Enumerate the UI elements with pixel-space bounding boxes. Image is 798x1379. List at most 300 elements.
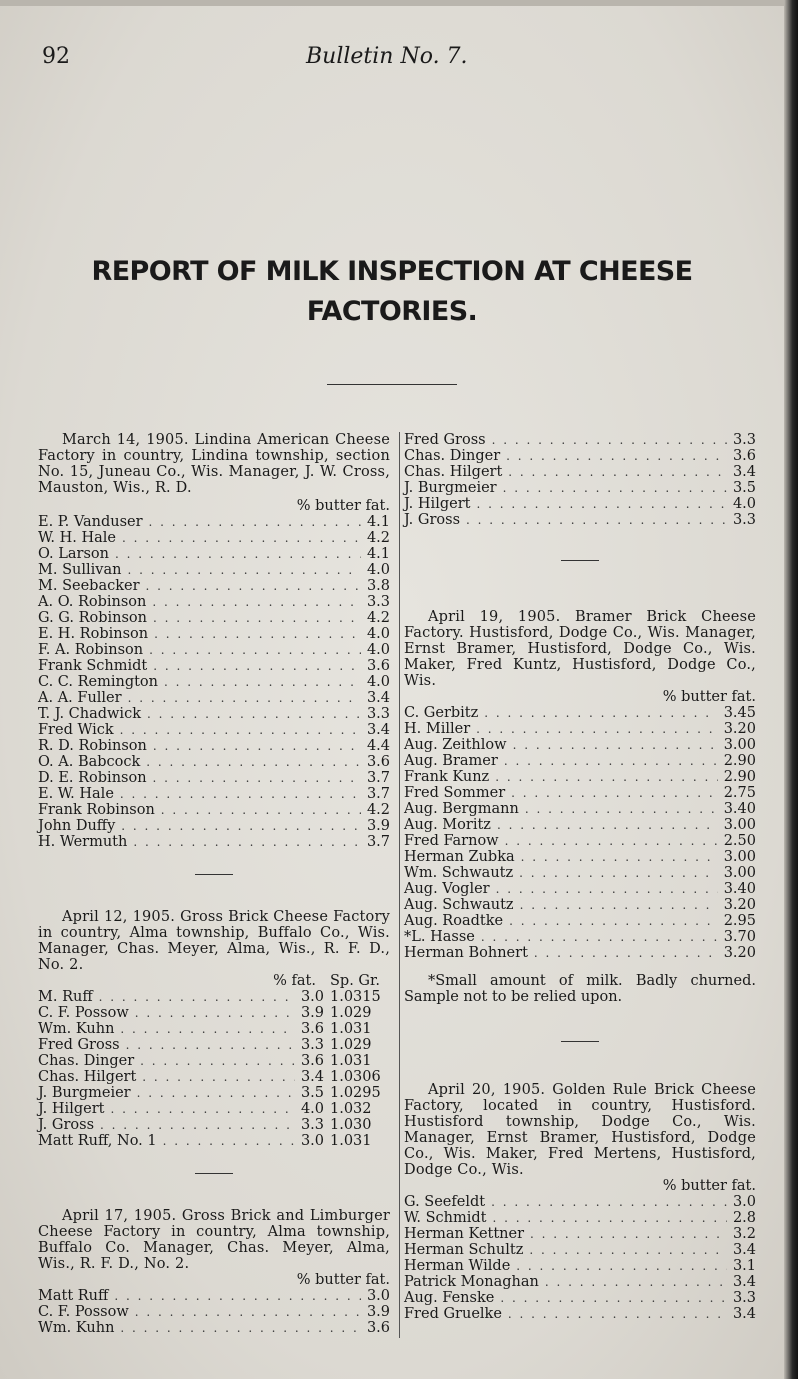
column-rule [399, 432, 400, 1338]
specific-gravity-value: 1.032 [330, 1101, 372, 1117]
leader-dots [529, 1242, 727, 1258]
patron-name: Aug. Vogler [404, 881, 490, 897]
patron-name: Wm. Kuhn [38, 1320, 115, 1336]
table-row [404, 945, 756, 961]
leader-dots [492, 432, 727, 448]
table-row [38, 802, 390, 818]
specific-gravity-value: 1.0306 [330, 1069, 381, 1085]
butter-fat-value: 4.0 [366, 562, 390, 578]
leader-dots [513, 737, 718, 753]
gross17-intro: April 17, 1905. Gross Brick and Limburger Cheese Factory in country, Alma township, Buffalo Co. Manager, Chas. Meyer, Alma, Wis., R. F. D., No. 2. [38, 1208, 390, 1272]
patron-name: Aug. Zeithlow [404, 737, 507, 753]
butter-fat-value: 3.0 [732, 1194, 756, 1210]
butter-fat-value: 3.4 [366, 690, 390, 706]
leader-dots [121, 818, 361, 834]
table-row [38, 786, 390, 802]
butter-fat-value: 4.0 [366, 642, 390, 658]
table-row [38, 706, 390, 722]
gross17-col-header [38, 1272, 390, 1288]
patron-name: Frank Kunz [404, 769, 490, 785]
leader-dots [519, 865, 718, 881]
golden-rule-table [404, 1194, 756, 1322]
leader-dots [153, 658, 361, 674]
gross12-intro: April 12, 1905. Gross Brick Cheese Factory in country, Alma township, Buffalo Co., Wis. Manager, Chas. Meyer, Alma, Wis., R. F. D., No. 2. [38, 909, 390, 973]
table-row [38, 754, 390, 770]
specific-gravity-value: 1.029 [330, 1005, 372, 1021]
leader-dots [163, 1133, 295, 1149]
butter-fat-value: 4.0 [732, 496, 756, 512]
patron-name: Aug. Bramer [404, 753, 498, 769]
butter-fat-value: 4.2 [366, 610, 390, 626]
bramer-intro: April 19, 1905. Bramer Brick Cheese Factory. Hustisford, Dodge Co., Wis. Manager, Ernst Bramer, Hustisford, Dodge Co., Wis. Maker, Fred Kuntz, Hustisford, Dodge Co., Wis. [404, 609, 756, 689]
patron-name: W. H. Hale [38, 530, 116, 546]
table-row [404, 737, 756, 753]
table-row [404, 512, 756, 528]
bramer-table [404, 705, 756, 961]
leader-dots [511, 785, 718, 801]
table-row [38, 530, 390, 546]
leader-dots [146, 754, 361, 770]
leader-dots [503, 480, 727, 496]
table-row [38, 690, 390, 706]
leader-dots [149, 642, 361, 658]
leader-dots [481, 929, 718, 945]
table-row [38, 626, 390, 642]
leader-dots [504, 753, 718, 769]
leader-dots [149, 514, 361, 530]
table-row [38, 1320, 390, 1336]
specific-gravity-value: 1.031 [330, 1021, 372, 1037]
lindina-intro: March 14, 1905. Lindina American Cheese Factory in country, Lindina township, section No. 15, Juneau Co., Wis. Manager, J. W. Cross, Mauston, Wis., R. D. [38, 432, 390, 496]
table-row [38, 1005, 390, 1021]
title-rule [327, 384, 457, 385]
patron-name: C. C. Remington [38, 674, 158, 690]
section-divider [195, 874, 233, 875]
table-row [404, 480, 756, 496]
leader-dots [153, 610, 361, 626]
patron-name: Aug. Roadtke [404, 913, 504, 929]
butter-fat-value: 3.00 [723, 817, 756, 833]
leader-dots [466, 512, 727, 528]
gross17-continued-table [404, 432, 756, 528]
specific-gravity-value: 1.029 [330, 1037, 372, 1053]
leader-dots [142, 1069, 295, 1085]
butter-fat-value: 3.8 [366, 578, 390, 594]
butter-fat-value: 3.0 [300, 989, 324, 1005]
leader-dots [115, 546, 361, 562]
butter-fat-value: 3.6 [300, 1021, 324, 1037]
patron-name: Fred Farnow [404, 833, 499, 849]
table-row [404, 432, 756, 448]
title-line-2: FACTORIES. [306, 296, 478, 327]
leader-dots [508, 1306, 727, 1322]
butter-fat-value: 4.1 [366, 514, 390, 530]
leader-dots [120, 1021, 295, 1037]
table-row [404, 1210, 756, 1226]
specific-gravity-value: 1.031 [330, 1133, 372, 1149]
butter-fat-value: 3.3 [300, 1117, 324, 1133]
gross17-table [38, 1288, 390, 1336]
table-row [404, 849, 756, 865]
table-row [404, 929, 756, 945]
table-row [404, 1242, 756, 1258]
table-row [404, 448, 756, 464]
table-row [38, 834, 390, 850]
lindina-col-header [38, 498, 390, 514]
butter-fat-value: 3.20 [723, 945, 756, 961]
leader-dots [128, 690, 361, 706]
patron-name: Aug. Moritz [404, 817, 491, 833]
table-row [404, 881, 756, 897]
patron-name: O. A. Babcock [38, 754, 141, 770]
butter-fat-value: 3.0 [300, 1133, 324, 1149]
table-row [38, 1069, 390, 1085]
patron-name: Fred Gross [404, 432, 486, 448]
table-row [404, 769, 756, 785]
section-divider [561, 560, 599, 561]
butter-fat-value: 3.6 [732, 448, 756, 464]
leader-dots [147, 706, 361, 722]
leader-dots [500, 1290, 727, 1306]
leader-dots [135, 1304, 361, 1320]
butter-fat-value: 3.6 [300, 1053, 324, 1069]
patron-name: M. Seebacker [38, 578, 140, 594]
table-row [38, 1053, 390, 1069]
butter-fat-value: 4.2 [366, 802, 390, 818]
butter-fat-value: 3.5 [300, 1085, 324, 1101]
patron-name: J. Hilgert [38, 1101, 105, 1117]
table-row [38, 578, 390, 594]
patron-name: Herman Zubka [404, 849, 515, 865]
patron-name: Herman Schultz [404, 1242, 524, 1258]
leader-dots [495, 769, 718, 785]
table-row [38, 562, 390, 578]
butter-fat-value: 3.7 [366, 770, 390, 786]
patron-name: A. A. Fuller [38, 690, 122, 706]
leader-dots [137, 1085, 295, 1101]
patron-name: Chas. Dinger [404, 448, 501, 464]
table-row [38, 594, 390, 610]
patron-name: Frank Robinson [38, 802, 155, 818]
table-row [38, 1021, 390, 1037]
specific-gravity-value: 1.030 [330, 1117, 372, 1133]
leader-dots [545, 1274, 727, 1290]
left-column [38, 432, 390, 1336]
leader-dots [140, 1053, 295, 1069]
table-row [38, 770, 390, 786]
golden-rule-col-header [404, 1178, 756, 1194]
table-row [404, 496, 756, 512]
butter-fat-value: 3.4 [732, 1242, 756, 1258]
patron-name: T. J. Chadwick [38, 706, 141, 722]
patron-name: Frank Schmidt [38, 658, 148, 674]
patron-name: E. W. Hale [38, 786, 114, 802]
butter-fat-value: 3.4 [732, 1306, 756, 1322]
table-row [38, 1133, 390, 1149]
butter-fat-value: 3.4 [366, 722, 390, 738]
table-row [404, 817, 756, 833]
patron-name: Aug. Fenske [404, 1290, 495, 1306]
leader-dots [110, 1101, 294, 1117]
patron-name: J. Hilgert [404, 496, 471, 512]
leader-dots [476, 496, 726, 512]
table-row [404, 801, 756, 817]
butter-fat-value: 3.5 [732, 480, 756, 496]
butter-fat-value: 3.9 [366, 818, 390, 834]
butter-fat-value: 4.4 [366, 738, 390, 754]
butter-fat-value: 3.40 [723, 881, 756, 897]
patron-name: R. D. Robinson [38, 738, 147, 754]
patron-name: J. Gross [38, 1117, 95, 1133]
patron-name: Matt Ruff, No. 1 [38, 1133, 157, 1149]
scan-edge-right [784, 0, 798, 1379]
patron-name: Chas. Dinger [38, 1053, 135, 1069]
table-row [38, 818, 390, 834]
patron-name: G. Seefeldt [404, 1194, 486, 1210]
patron-name: C. F. Possow [38, 1304, 129, 1320]
patron-name: A. O. Robinson [38, 594, 147, 610]
butter-fat-value: 3.6 [366, 658, 390, 674]
butter-fat-value: 3.20 [723, 721, 756, 737]
table-row [404, 1274, 756, 1290]
leader-dots [525, 801, 718, 817]
patron-name: Herman Bohnert [404, 945, 528, 961]
leader-dots [509, 913, 718, 929]
butter-fat-value: 3.00 [723, 849, 756, 865]
patron-name: Patrick Monaghan [404, 1274, 539, 1290]
butter-fat-value: 3.0 [366, 1288, 390, 1304]
fat-col-header: % butter fat. [662, 689, 756, 705]
butter-fat-value: 2.50 [723, 833, 756, 849]
table-row [38, 1085, 390, 1101]
table-row [404, 705, 756, 721]
table-row [38, 1101, 390, 1117]
leader-dots [133, 834, 361, 850]
butter-fat-value: 3.40 [723, 801, 756, 817]
butter-fat-value: 2.90 [723, 769, 756, 785]
patron-name: C. Gerbitz [404, 705, 479, 721]
leader-dots [497, 817, 718, 833]
patron-name: Fred Gruelke [404, 1306, 502, 1322]
butter-fat-value: 2.8 [732, 1210, 756, 1226]
leader-dots [120, 722, 361, 738]
butter-fat-value: 3.00 [723, 865, 756, 881]
patron-name: Fred Sommer [404, 785, 506, 801]
specific-gravity-value: 1.031 [330, 1053, 372, 1069]
butter-fat-value: 3.3 [732, 512, 756, 528]
butter-fat-value: 3.7 [366, 786, 390, 802]
leader-dots [516, 1258, 727, 1274]
patron-name: E. H. Robinson [38, 626, 149, 642]
section-divider [561, 1041, 599, 1042]
table-row [38, 722, 390, 738]
table-row [404, 913, 756, 929]
golden-rule-intro: April 20, 1905. Golden Rule Brick Cheese Factory, located in country, Hustisford. Hustisford township, Dodge Co., Wis. Manager, Ernst Bramer, Hustisford, Dodge Co., Wis. Maker, Fred Mertens, Hustisford, Dodge Co., Wis. [404, 1082, 756, 1178]
patron-name: O. Larson [38, 546, 109, 562]
table-row [38, 1037, 390, 1053]
leader-dots [152, 594, 361, 610]
butter-fat-value: 3.6 [366, 754, 390, 770]
butter-fat-value: 2.90 [723, 753, 756, 769]
patron-name: M. Sullivan [38, 562, 122, 578]
leader-dots [146, 578, 361, 594]
patron-name: J. Burgmeier [38, 1085, 131, 1101]
table-row [38, 1117, 390, 1133]
patron-name: *L. Hasse [404, 929, 475, 945]
patron-name: G. G. Robinson [38, 610, 147, 626]
butter-fat-value: 3.00 [723, 737, 756, 753]
leader-dots [135, 1005, 295, 1021]
table-row [38, 546, 390, 562]
patron-name: H. Miller [404, 721, 471, 737]
patron-name: Herman Kettner [404, 1226, 525, 1242]
patron-name: C. F. Possow [38, 1005, 129, 1021]
bramer-footnote: *Small amount of milk. Badly churned. Sample not to be relied upon. [404, 973, 756, 1005]
patron-name: J. Burgmeier [404, 480, 497, 496]
table-row [404, 785, 756, 801]
leader-dots [127, 562, 361, 578]
butter-fat-value: 3.7 [366, 834, 390, 850]
patron-name: Wm. Kuhn [38, 1021, 115, 1037]
patron-name: J. Gross [404, 512, 461, 528]
table-row [404, 464, 756, 480]
butter-fat-value: 3.3 [732, 1290, 756, 1306]
butter-fat-value: 3.45 [723, 705, 756, 721]
table-row [404, 1306, 756, 1322]
leader-dots [126, 1037, 295, 1053]
table-row [38, 642, 390, 658]
patron-name: Matt Ruff [38, 1288, 109, 1304]
lindina-table [38, 514, 390, 850]
fat-col-header: % fat. [273, 973, 316, 989]
table-row [38, 658, 390, 674]
butter-fat-value: 4.0 [300, 1101, 324, 1117]
patron-name: M. Ruff [38, 989, 93, 1005]
table-row [404, 833, 756, 849]
butter-fat-value: 3.3 [300, 1037, 324, 1053]
butter-fat-value: 4.1 [366, 546, 390, 562]
specific-gravity-value: 1.0295 [330, 1085, 381, 1101]
table-row [404, 721, 756, 737]
patron-name: F. A. Robinson [38, 642, 144, 658]
patron-name: D. E. Robinson [38, 770, 147, 786]
butter-fat-value: 3.9 [366, 1304, 390, 1320]
specific-gravity-value: 1.0315 [330, 989, 381, 1005]
table-row [38, 514, 390, 530]
leader-dots [153, 738, 361, 754]
butter-fat-value: 3.1 [732, 1258, 756, 1274]
butter-fat-value: 3.2 [732, 1226, 756, 1242]
patron-name: E. P. Vanduser [38, 514, 143, 530]
leader-dots [476, 721, 718, 737]
leader-dots [505, 833, 718, 849]
patron-name: Chas. Hilgert [404, 464, 503, 480]
leader-dots [496, 881, 718, 897]
leader-dots [534, 945, 718, 961]
table-row [38, 1304, 390, 1320]
patron-name: W. Schmidt [404, 1210, 487, 1226]
page-number: 92 [42, 44, 70, 69]
fat-col-header: % butter fat. [296, 498, 390, 514]
report-title [30, 252, 754, 332]
patron-name: Fred Gross [38, 1037, 120, 1053]
leader-dots [154, 626, 361, 642]
fat-col-header: % butter fat. [662, 1178, 756, 1194]
patron-name: John Duffy [38, 818, 116, 834]
leader-dots [114, 1288, 361, 1304]
patron-name: Aug. Schwautz [404, 897, 514, 913]
leader-dots [508, 464, 727, 480]
leader-dots [506, 448, 727, 464]
leader-dots [520, 897, 718, 913]
table-row [404, 1226, 756, 1242]
table-row [38, 738, 390, 754]
leader-dots [122, 530, 361, 546]
butter-fat-value: 3.3 [366, 594, 390, 610]
butter-fat-value: 4.0 [366, 626, 390, 642]
sp-gr-col-header: Sp. Gr. [330, 973, 380, 989]
patron-name: Chas. Hilgert [38, 1069, 137, 1085]
gross12-col-header [38, 973, 390, 989]
scan-edge-top [0, 0, 798, 6]
gross12-table [38, 989, 390, 1149]
table-row [38, 1288, 390, 1304]
leader-dots [120, 1320, 361, 1336]
butter-fat-value: 3.70 [723, 929, 756, 945]
leader-dots [120, 786, 361, 802]
butter-fat-value: 3.4 [300, 1069, 324, 1085]
leader-dots [153, 770, 361, 786]
leader-dots [491, 1194, 727, 1210]
title-line-1: REPORT OF MILK INSPECTION AT CHEESE [91, 256, 693, 287]
fat-col-header: % butter fat. [296, 1272, 390, 1288]
butter-fat-value: 3.3 [732, 432, 756, 448]
butter-fat-value: 3.6 [366, 1320, 390, 1336]
leader-dots [530, 1226, 727, 1242]
leader-dots [484, 705, 717, 721]
table-row [404, 897, 756, 913]
running-head: Bulletin No. 7. [306, 44, 468, 69]
patron-name: Herman Wilde [404, 1258, 511, 1274]
leader-dots [492, 1210, 726, 1226]
patron-name: H. Wermuth [38, 834, 128, 850]
butter-fat-value: 3.3 [366, 706, 390, 722]
section-divider [195, 1173, 233, 1174]
patron-name: Fred Wick [38, 722, 114, 738]
table-row [38, 610, 390, 626]
butter-fat-value: 4.0 [366, 674, 390, 690]
leader-dots [100, 1117, 295, 1133]
butter-fat-value: 3.9 [300, 1005, 324, 1021]
table-row [38, 674, 390, 690]
leader-dots [161, 802, 361, 818]
leader-dots [521, 849, 718, 865]
leader-dots [99, 989, 295, 1005]
table-row [404, 1290, 756, 1306]
bramer-col-header [404, 689, 756, 705]
table-row [404, 1194, 756, 1210]
leader-dots [164, 674, 361, 690]
butter-fat-value: 3.20 [723, 897, 756, 913]
table-row [38, 989, 390, 1005]
butter-fat-value: 3.4 [732, 464, 756, 480]
table-row [404, 1258, 756, 1274]
table-row [404, 865, 756, 881]
butter-fat-value: 4.2 [366, 530, 390, 546]
patron-name: Wm. Schwautz [404, 865, 514, 881]
butter-fat-value: 2.75 [723, 785, 756, 801]
patron-name: Aug. Bergmann [404, 801, 519, 817]
